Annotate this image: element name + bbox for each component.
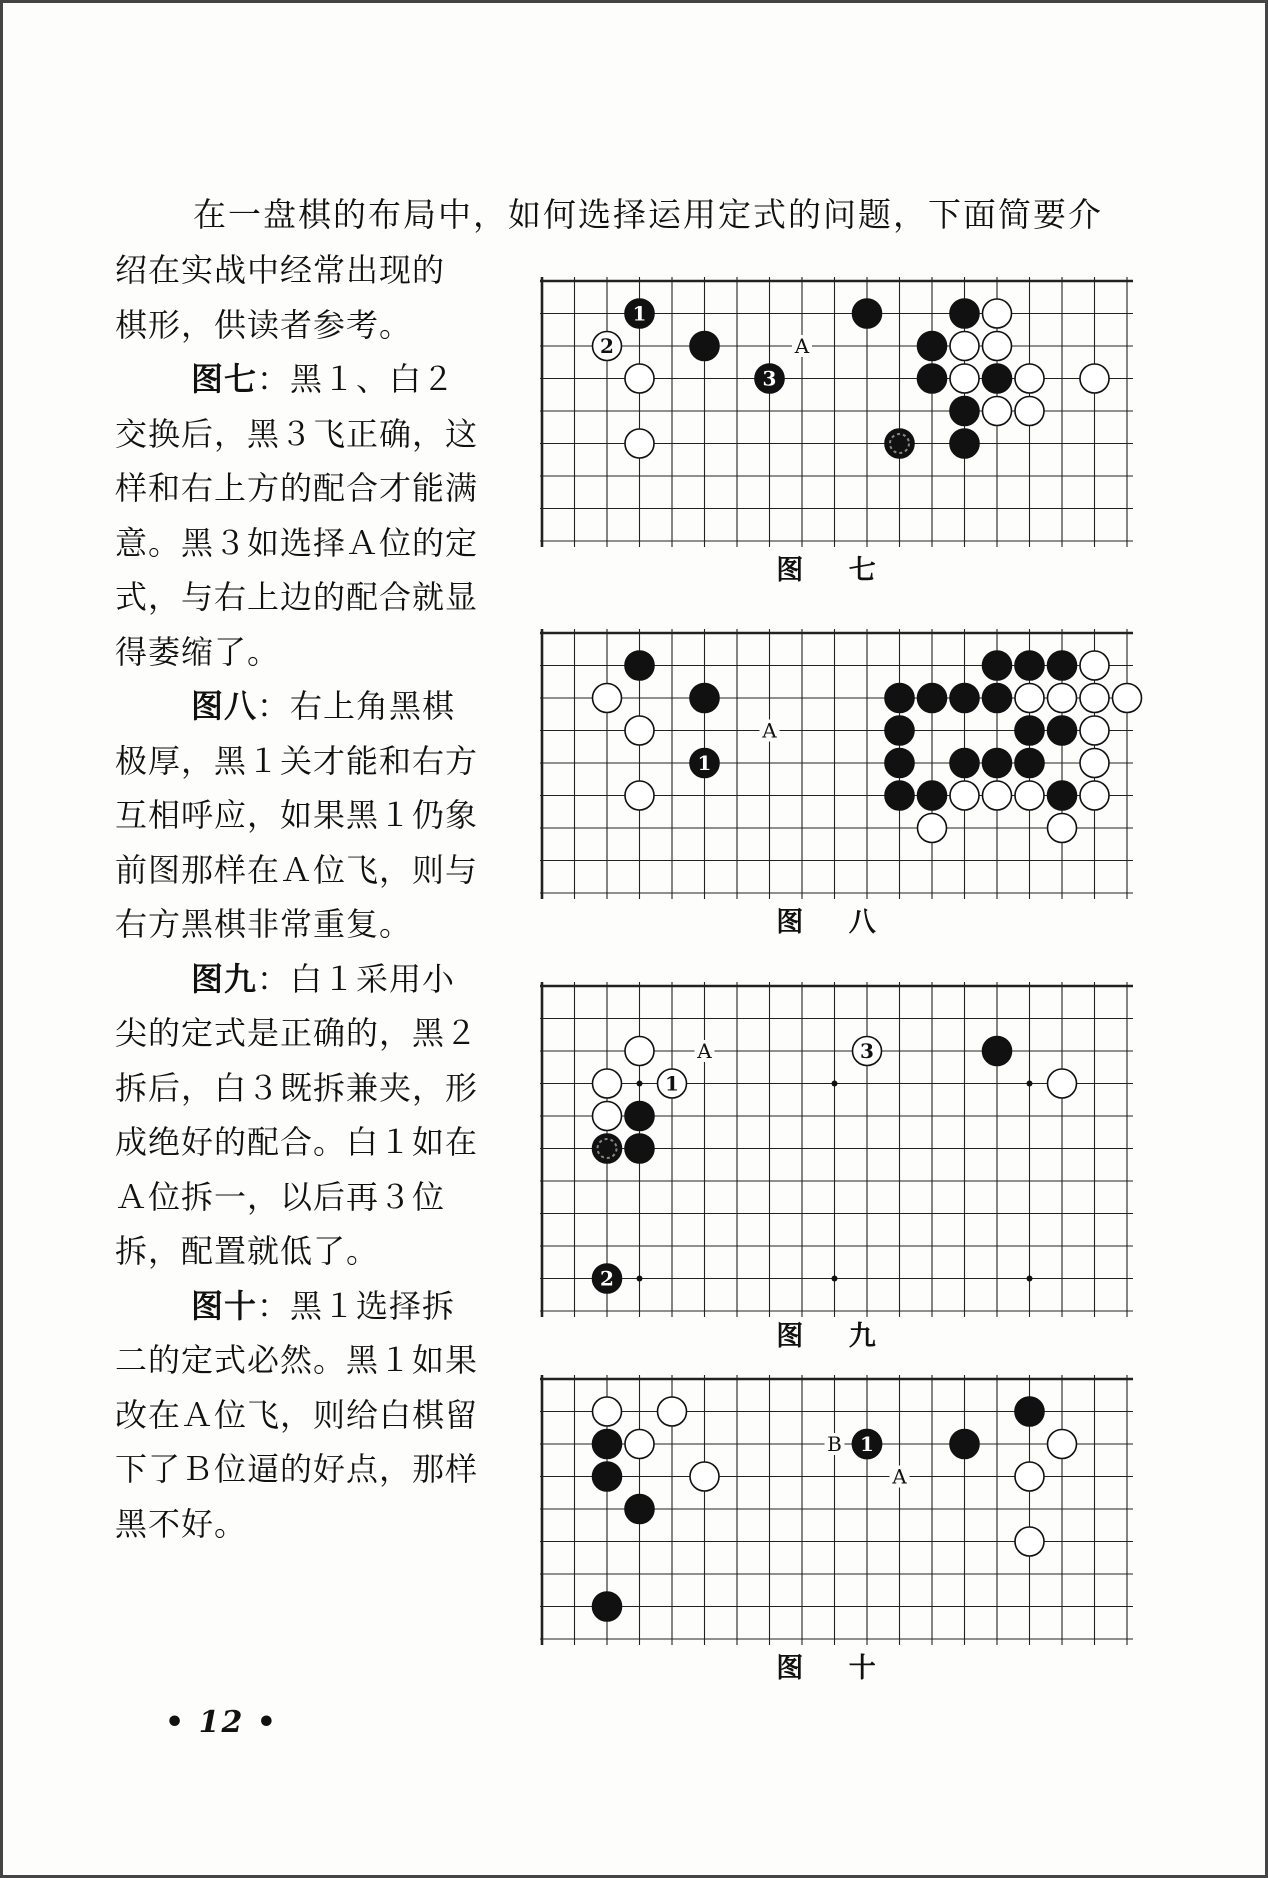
white-stone — [593, 1397, 622, 1426]
white-stone — [593, 684, 622, 713]
black-stone — [1015, 716, 1044, 745]
white-stone — [1113, 684, 1142, 713]
stone-number: 3 — [860, 1039, 874, 1063]
paragraph-label: 图七 — [191, 360, 258, 398]
left-text-column — [115, 243, 485, 1551]
paragraph-text: ：右上角黑棋极厚，黑１关才能和右方互相呼应，如果黑１仍象前图那样在Ａ位飞，则与右方黑棋非常重复。 — [115, 687, 479, 943]
black-stone — [950, 299, 979, 328]
black-stone — [853, 299, 882, 328]
white-stone — [983, 781, 1012, 810]
black-stone — [918, 781, 947, 810]
diagram-caption-8: 图 八 — [776, 907, 894, 938]
black-stone — [983, 684, 1012, 713]
black-stone — [950, 397, 979, 426]
paragraph-fig8 — [115, 679, 485, 952]
intro-text-line-3: 棋形，供读者参考。 — [115, 305, 413, 344]
paragraph-fig9 — [115, 952, 485, 1279]
go-board-10 — [536, 1371, 1126, 1646]
white-stone — [918, 814, 947, 843]
white-stone — [1015, 684, 1044, 713]
star-point — [832, 1081, 838, 1087]
white-stone — [950, 781, 979, 810]
stone-number: 1 — [632, 301, 647, 326]
white-stone — [625, 429, 654, 458]
stone-number: 2 — [600, 334, 614, 358]
intro-text-line-2: 绍在实战中经常出现的 — [115, 251, 446, 289]
white-stone — [1015, 1462, 1044, 1491]
paragraph-label: 图九 — [191, 959, 258, 998]
white-stone — [983, 299, 1012, 328]
black-stone — [918, 332, 947, 361]
go-diagram-7 — [536, 273, 1126, 548]
black-stone — [983, 651, 1012, 680]
black-stone — [1015, 749, 1044, 778]
stone-number: 1 — [860, 1432, 874, 1456]
go-board-8 — [536, 625, 1126, 900]
black-stone — [950, 749, 979, 778]
go-board-7 — [536, 273, 1126, 548]
star-point — [1027, 1081, 1033, 1087]
white-stone — [625, 781, 654, 810]
white-stone — [983, 397, 1012, 426]
go-diagram-9 — [536, 978, 1126, 1311]
black-stone — [918, 684, 947, 713]
white-stone — [625, 1037, 654, 1066]
white-stone — [1080, 364, 1109, 393]
diagram-caption-7: 图 七 — [776, 555, 894, 586]
star-point — [637, 1276, 643, 1282]
black-stone — [1048, 651, 1077, 680]
black-stone — [983, 749, 1012, 778]
white-stone — [1080, 684, 1109, 713]
black-stone — [593, 1462, 622, 1491]
paragraph-text: ：黑１选择拆二的定式必然。黑１如果改在Ａ位飞，则给白棋留下了Ｂ位逼的好点，那样黑不好。 — [115, 1286, 479, 1543]
black-stone — [1048, 781, 1077, 810]
black-stone — [625, 651, 654, 680]
white-stone — [1015, 781, 1044, 810]
white-stone — [1015, 364, 1044, 393]
white-stone — [1015, 397, 1044, 426]
star-point — [1027, 1276, 1033, 1282]
stone-number: 1 — [697, 751, 712, 775]
white-stone — [625, 364, 654, 393]
white-stone — [1080, 781, 1109, 810]
black-stone — [1048, 716, 1077, 745]
paragraph-label: 图十 — [191, 1286, 258, 1325]
star-point — [832, 1276, 838, 1282]
page-number: • 12 • — [165, 1705, 278, 1740]
stone-number: 3 — [762, 366, 777, 391]
diagram-caption-10: 图 十 — [776, 1653, 894, 1684]
black-stone — [950, 1430, 979, 1459]
white-stone — [1048, 684, 1077, 713]
white-stone — [658, 1397, 687, 1426]
diagram-caption-9: 图 九 — [776, 1321, 894, 1352]
black-stone — [690, 332, 719, 361]
black-stone — [885, 781, 914, 810]
white-stone — [983, 332, 1012, 361]
black-stone — [625, 1495, 654, 1524]
white-stone — [950, 332, 979, 361]
black-stone — [593, 1592, 622, 1621]
paragraph-fig7 — [115, 352, 485, 679]
black-stone — [625, 1134, 654, 1163]
intro-text-line: 在一盘棋的布局中，如何选择运用定式的问题，下面简要介 — [193, 195, 1103, 234]
white-stone — [625, 716, 654, 745]
black-stone — [1015, 651, 1044, 680]
black-stone — [918, 364, 947, 393]
black-stone — [885, 716, 914, 745]
white-stone — [1015, 1527, 1044, 1556]
paragraph-fig10 — [115, 1279, 485, 1552]
black-stone — [983, 1037, 1012, 1066]
paragraph-text: ：白１采用小尖的定式是正确的，黑２拆后，白３既拆兼夹，形成绝好的配合。白１如在Ａ位拆一，以后再３位拆，配置就低了。 — [115, 959, 479, 1270]
white-stone — [950, 364, 979, 393]
point-letter: A — [892, 1464, 907, 1489]
go-board-9 — [536, 978, 1126, 1311]
paragraph-label: 图八 — [191, 687, 258, 725]
white-stone — [1048, 814, 1077, 843]
white-stone — [1080, 749, 1109, 778]
white-stone — [1080, 651, 1109, 680]
star-point — [637, 1081, 643, 1087]
black-stone — [1015, 1397, 1044, 1426]
black-stone — [950, 684, 979, 713]
go-diagram-8 — [536, 625, 1126, 900]
black-stone — [983, 364, 1012, 393]
stone-number: 1 — [665, 1071, 679, 1096]
black-stone — [885, 684, 914, 713]
point-letter: A — [697, 1039, 712, 1063]
go-diagram-10 — [536, 1371, 1126, 1646]
white-stone — [593, 1102, 622, 1131]
point-letter: B — [827, 1432, 842, 1456]
black-stone — [885, 749, 914, 778]
stone-number: 2 — [600, 1266, 614, 1291]
white-stone — [1048, 1430, 1077, 1459]
black-stone — [625, 1102, 654, 1131]
point-letter: A — [762, 718, 777, 743]
black-stone — [690, 684, 719, 713]
white-stone — [690, 1462, 719, 1491]
black-stone — [950, 429, 979, 458]
black-stone — [593, 1430, 622, 1459]
white-stone — [593, 1069, 622, 1098]
white-stone — [625, 1430, 654, 1459]
paragraph-text: ：黑１、白２交换后，黑３飞正确，这样和右上方的配合才能满意。黑３如选择Ａ位的定式，与右上边的配合就显得萎缩了。 — [115, 360, 479, 671]
white-stone — [1080, 716, 1109, 745]
white-stone — [1048, 1069, 1077, 1098]
point-letter: A — [794, 334, 810, 358]
